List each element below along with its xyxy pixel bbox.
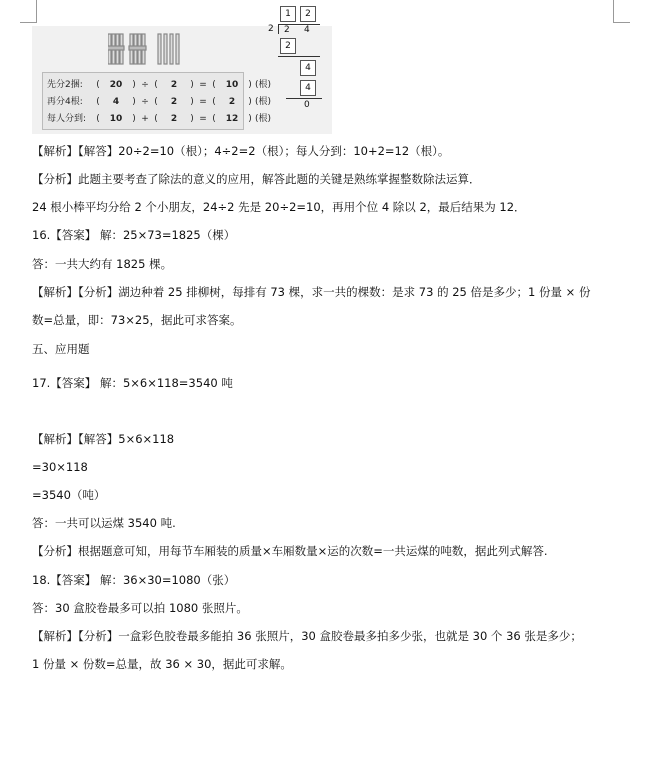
text-line: 16.【答案】 解：25×73=1825（棵）	[32, 228, 236, 242]
text-line: 18.【答案】 解：36×30=1080（张）	[32, 573, 236, 587]
remainder: 0	[304, 100, 310, 110]
text-line: 答：30 盒胶卷最多可以拍 1080 张照片。	[32, 601, 248, 615]
text-line: =3540（吨）	[32, 488, 106, 502]
long-division-diagram	[262, 4, 328, 110]
division-bracket	[278, 24, 279, 34]
text-line: 24 根小棒平均分给 2 个小朋友，24÷2 先是 20÷2=10，再用个位 4 除以 2，最后结果为 12．	[32, 200, 526, 214]
text-line: 数=总量，即：73×25，据此可求答案。	[32, 313, 242, 327]
page-corner-mark-left	[20, 0, 37, 23]
dividend-digit: 4	[304, 25, 310, 35]
text-line: 1 份量 × 份数=总量，故 36 × 30，据此可求解。	[32, 657, 292, 671]
table-row: 先分2捆: ( 20 ) ÷ ( 2 ) = ( 10 ) (根)	[47, 80, 272, 90]
table-row: 再分4根: ( 4 ) ÷ ( 2 ) = ( 2 ) (根)	[47, 97, 272, 107]
subtraction-line	[286, 98, 322, 99]
dividend-digit: 2	[284, 25, 290, 35]
text-line: 【解析】【分析】湖边种着 25 排柳树，每排有 73 棵，求一共的棵数：是求 73 的 25 倍是多少；1 份量 × 份	[32, 285, 591, 299]
divisor: 2	[268, 24, 274, 34]
text-line: 答：一共可以运煤 3540 吨.	[32, 516, 176, 530]
step-box: 4	[300, 60, 316, 76]
text-line: 答：一共大约有 1825 棵。	[32, 257, 173, 271]
text-line: 【分析】根据题意可知，用每节车厢装的质量×车厢数量×运的次数=一共运煤的吨数，据此列式解答.	[32, 544, 548, 558]
text-line: 【解析】【解答】20÷2=10（根）；4÷2=2（根）；每人分到：10+2=12（根）。	[32, 144, 450, 158]
quotient-digit: 1	[280, 6, 296, 22]
section-heading: 五、应用题	[32, 342, 90, 356]
page-corner-mark-right	[613, 0, 630, 23]
text-line: 【解析】【解答】5×6×118	[32, 432, 175, 446]
step-box: 2	[280, 38, 296, 54]
text-line: 17.【答案】 解：5×6×118=3540 吨	[32, 376, 233, 390]
step-box: 4	[300, 80, 316, 96]
table-row: 每人分到: ( 10 ) + ( 2 ) = ( 12 ) (根)	[47, 114, 272, 124]
text-line: 【解析】【分析】一盒彩色胶卷最多能拍 36 张照片，30 盒胶卷最多拍多少张，也就是 30 个 36 张是多少；	[32, 629, 582, 643]
text-line: 【分析】此题主要考查了除法的意义的应用，解答此题的关键是熟练掌握整数除法运算．	[32, 172, 481, 186]
text-line: =30×118	[32, 460, 88, 474]
subtraction-line	[278, 56, 320, 57]
stick-bundles-illustration	[108, 32, 188, 66]
division-steps-table	[42, 72, 272, 130]
quotient-digit: 2	[300, 6, 316, 22]
